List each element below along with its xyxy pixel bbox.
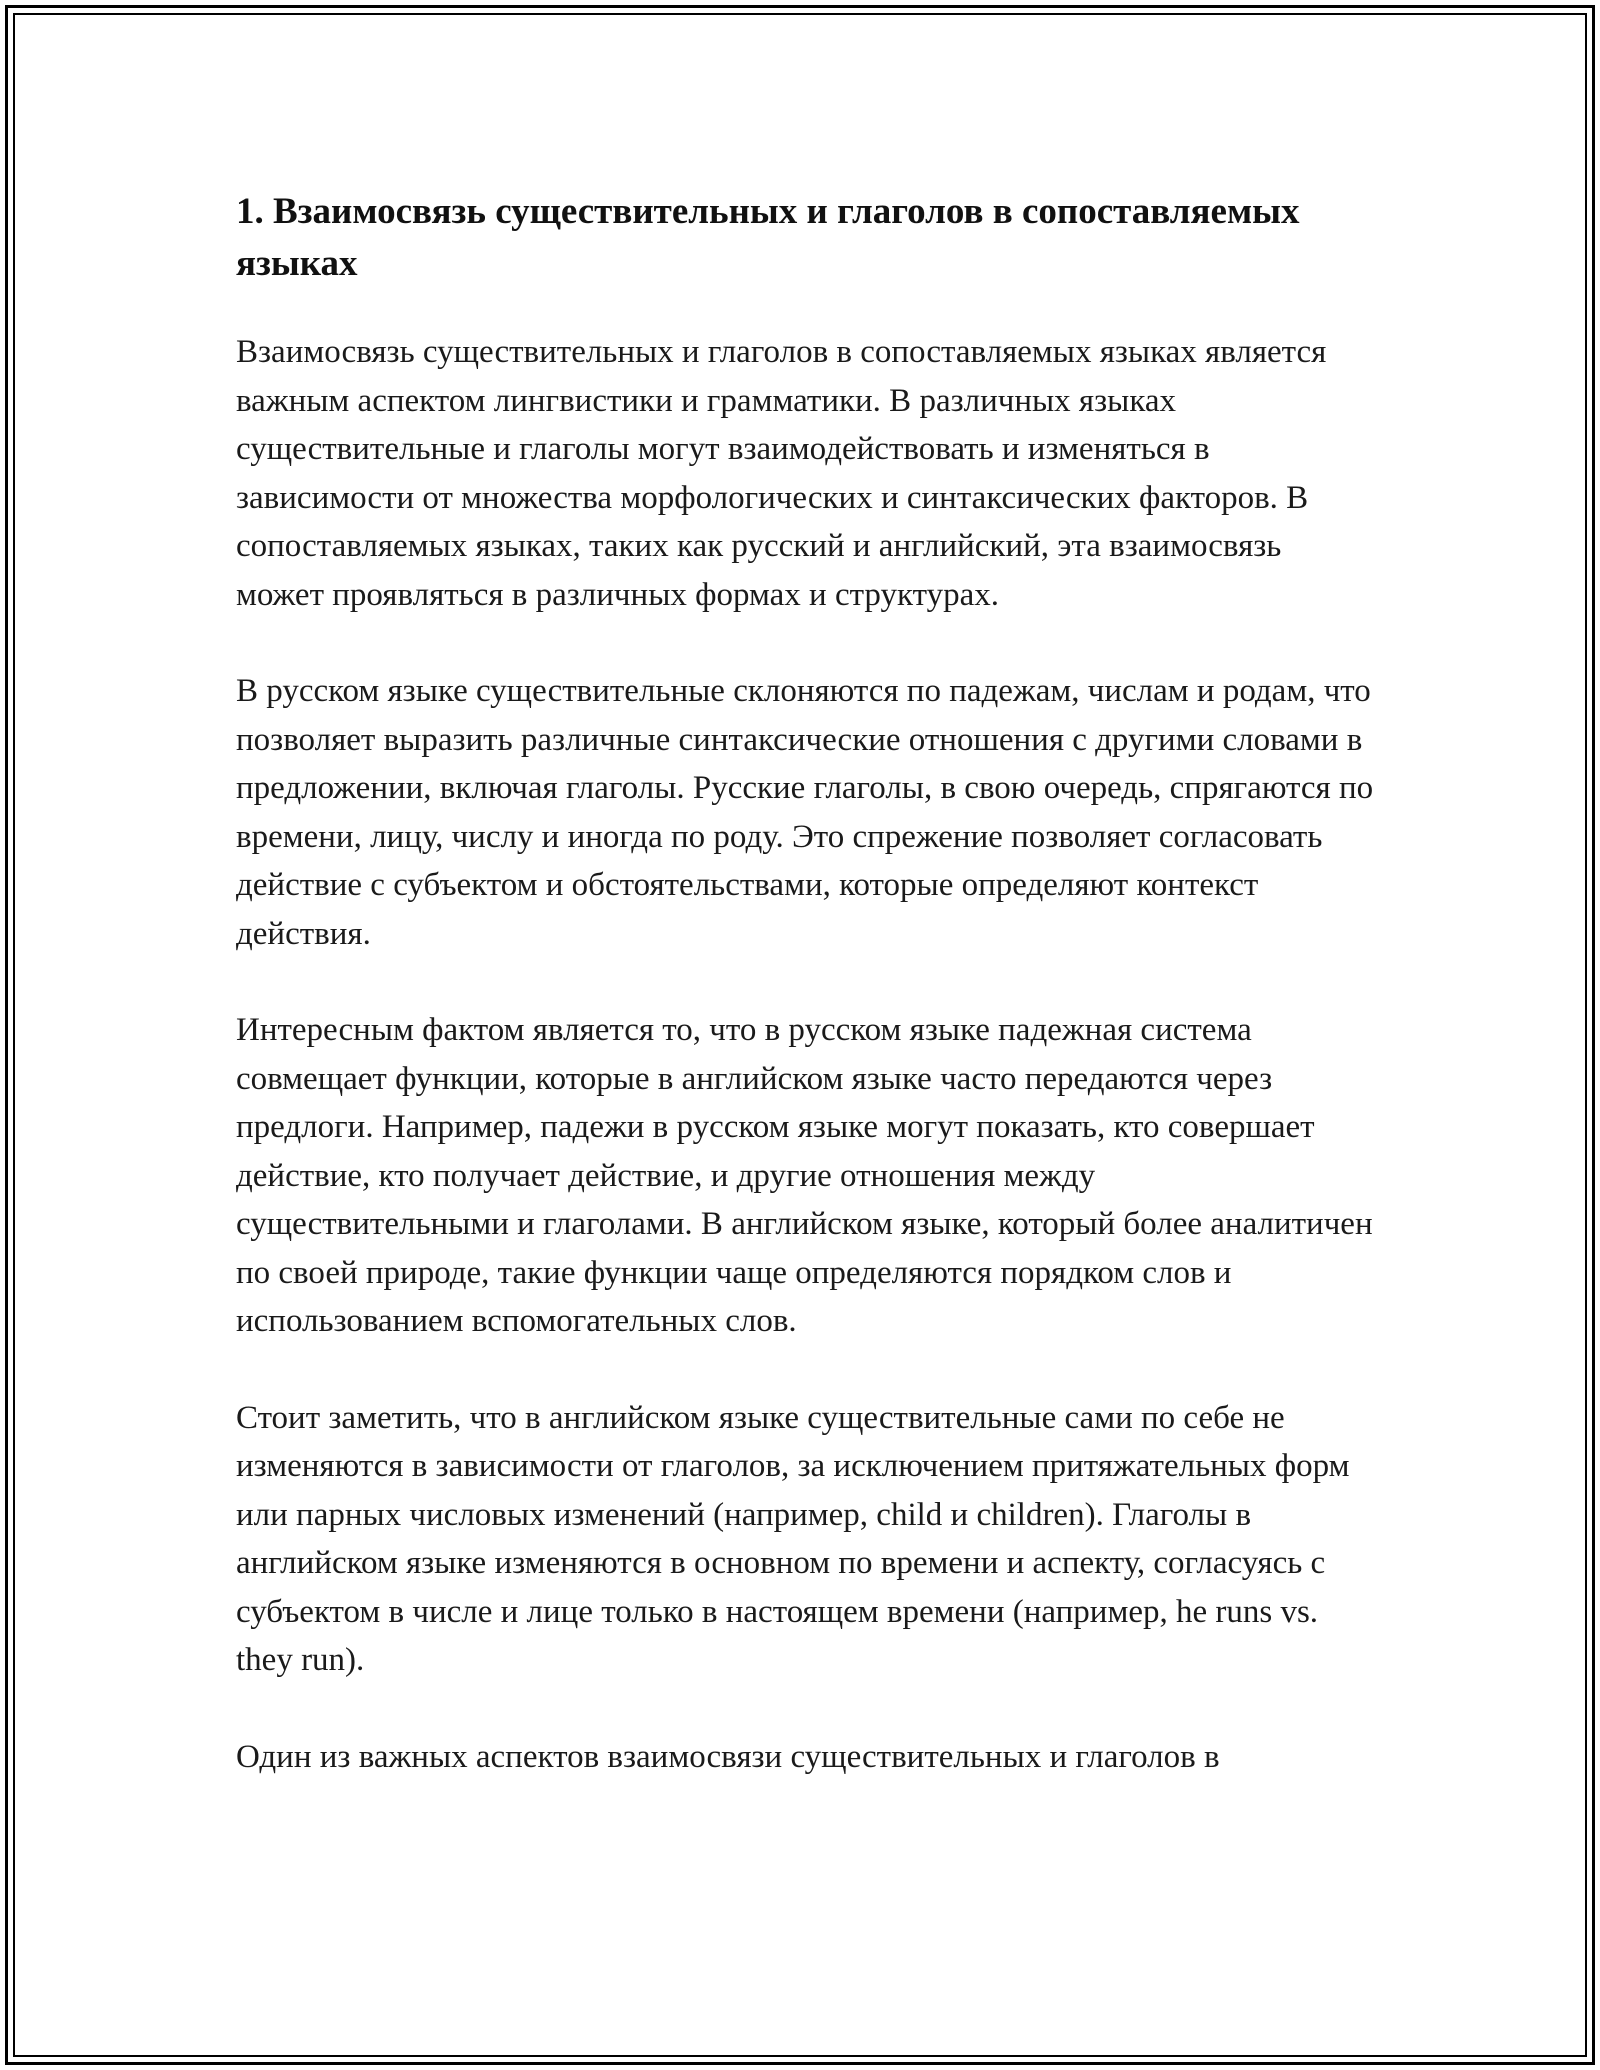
paragraph-5: Один из важных аспектов взаимосвязи существительных и глаголов в <box>236 1738 1220 1775</box>
section-heading: 1. Взаимосвязь существительных и глаголов в сопоставляемых языках <box>236 191 1300 284</box>
paragraph-3: Интересным фактом является то, что в русском языке падежная система совмещает функции, которые в английском языке часто передаются через предлоги. Например, падежи в русском языке могут показать, кто совершает действие, кто получает действие, и другие отношения между существительными и глаголами. В английском языке, который более аналитичен по своей природе, такие функции чаще определяются порядком слов и использованием вспомогательных слов. <box>236 1012 1373 1339</box>
paragraph-1: Взаимосвязь существительных и глаголов в сопоставляемых языках является важным аспектом лингвистики и грамматики. В различных языках существительные и глаголы могут взаимодействовать и изменяться в зависимости от множества морфологических и синтаксических факторов. В сопоставляемых языках, таких как русский и английский, эта взаимосвязь может проявляться в различных формах и структурах. <box>236 334 1327 613</box>
paragraph-2: В русском языке существительные склоняются по падежам, числам и родам, что позволяет выразить различные синтаксические отношения с другими словами в предложении, включая глаголы. Русские глаголы, в свою очередь, спрягаются по времени, лицу, числу и иногда по роду. Это спрежение позволяет согласовать действие с субъектом и обстоятельствами, которые определяют контекст действия. <box>236 673 1374 952</box>
paragraph-4: Стоит заметить, что в английском языке существительные сами по себе не изменяются в зависимости от глаголов, за исключением притяжательных форм или парных числовых изменений (например, child и children). Глаголы в английском языке изменяются в основном по времени и аспекту, согласуясь с субъектом в числе и лице только в настоящем времени (например, he runs vs. they run). <box>236 1399 1350 1678</box>
document-body <box>236 186 1376 1829</box>
